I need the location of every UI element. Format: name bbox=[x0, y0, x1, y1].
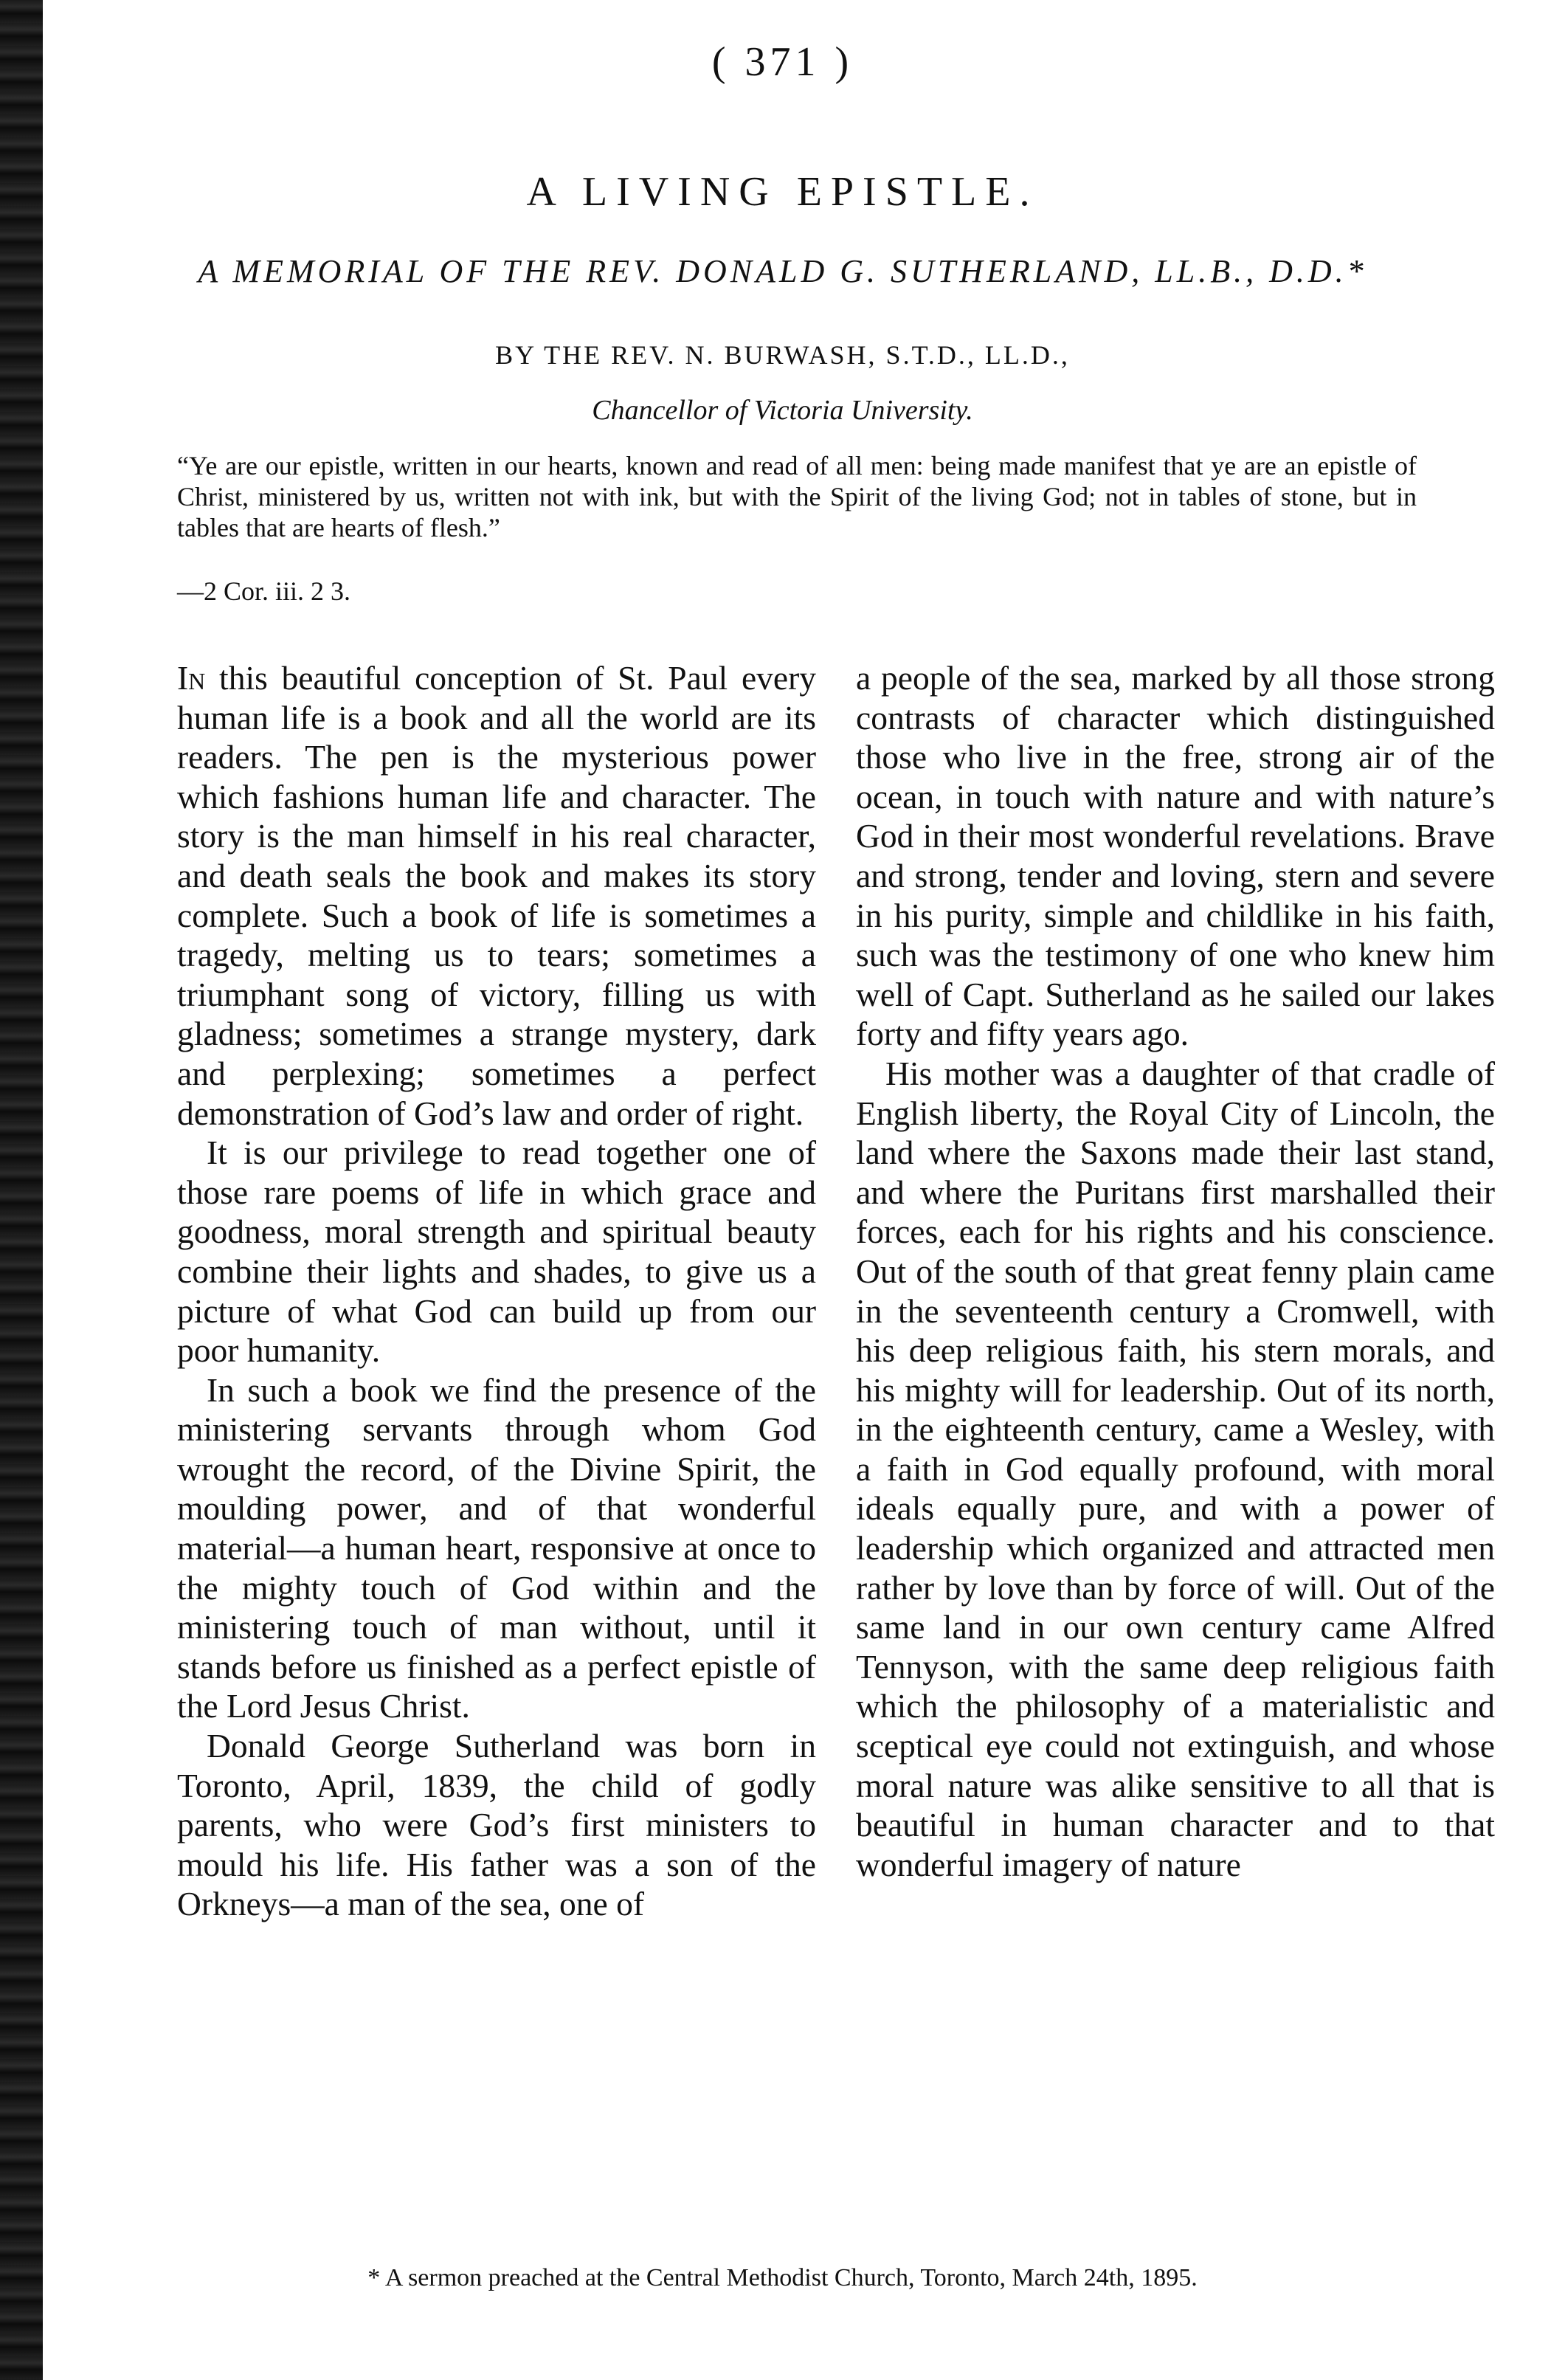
footnote: * A sermon preached at the Central Methodist Church, Toronto, March 24th, 1895. bbox=[367, 2264, 1198, 2291]
paragraph bbox=[177, 658, 816, 1133]
page-number: ( 371 ) bbox=[711, 39, 854, 85]
author-affiliation: Chancellor of Victoria University. bbox=[592, 395, 973, 426]
paragraph: a people of the sea, marked by all those strong contrasts of character which distinguished those who live in the free, strong air of the ocean, in touch with nature and with nature’s God in their most wonderful revelations. Brave and strong, tender and loving, stern and severe in his purity, simple and childlike in his faith, such was the testimony of one who knew him well of Capt. Sutherland as he sailed our lakes forty and fifty years ago. bbox=[856, 659, 1495, 1053]
body-column-left bbox=[177, 658, 816, 1924]
epigraph-quote: “Ye are our epistle, written in our hearts, known and read of all men: being made manifest that ye are an epistle of Christ, ministered by us, written not with ink, but with the Spirit of the living God; not in tables of stone, but in tables that are hearts of flesh.” bbox=[177, 451, 1417, 542]
paragraph-text: this beautiful conception of St. Paul every human life is a book and all the world are its readers. The pen is the mysterious power which fashions human life and character. The story is the man himself in his real character, and death seals the book and makes its story complete. Such a book of life is sometimes a tragedy, melting us to tears; sometimes a triumphant song of victory, filling us with gladness; sometimes a strange mystery, dark and perplexing; sometimes a perfect demonstration of God’s law and order of right. bbox=[177, 659, 816, 1132]
author-byline: BY THE REV. N. BURWASH, S.T.D., LL.D., bbox=[495, 340, 1070, 370]
epigraph-reference: —2 Cor. iii. 2 3. bbox=[177, 576, 351, 606]
drop-lead-word: In bbox=[177, 659, 206, 697]
paragraph: It is our privilege to read together one of those rare poems of life in which grace and goodness, moral strength and spiritual beauty combine their lights and shades, to give us a picture of what God can build up from our poor humanity. bbox=[177, 1134, 816, 1370]
article-subtitle: A MEMORIAL OF THE REV. DONALD G. SUTHERLAND, LL.B., D.D.* bbox=[198, 253, 1367, 289]
paragraph: In such a book we find the presence of the ministering servants through whom God wrought the record, of the Divine Spirit, the moulding power, and of that wonderful material—a human heart, responsive at once to the mighty touch of God within and the ministering touch of man without, until it stands before us finished as a perfect epistle of the Lord Jesus Christ. bbox=[177, 1370, 816, 1725]
article-title: A LIVING EPISTLE. bbox=[526, 169, 1039, 215]
paragraph: Donald George Sutherland was born in Toronto, April, 1839, the child of godly parents, who were God’s first ministers to mould his life. His father was a son of the Orkneys—a man of the sea, one of bbox=[177, 1727, 816, 1923]
paragraph: His mother was a daughter of that cradle of English liberty, the Royal City of Lincoln, the land where the Saxons made their last stand, and where the Puritans first marshalled their forces, each for his rights and his conscience. Out of the south of that great fenny plain came in the seventeenth century a Cromwell, with his deep religious faith, his stern morals, and his mighty will for leadership. Out of its north, in the eighteenth century, came a Wesley, with a faith in God equally profound, with moral ideals equally pure, and with a power of leadership which organized and attracted men rather by love than by force of will. Out of the same land in our own century came Alfred Tennyson, with the same deep religious faith which the philosophy of a materialistic and sceptical eye could not extinguish, and whose moral nature was alike sensitive to all that is beautiful in human character and to that wonderful imagery of nature bbox=[856, 1054, 1495, 1883]
body-column-right bbox=[856, 658, 1495, 1884]
